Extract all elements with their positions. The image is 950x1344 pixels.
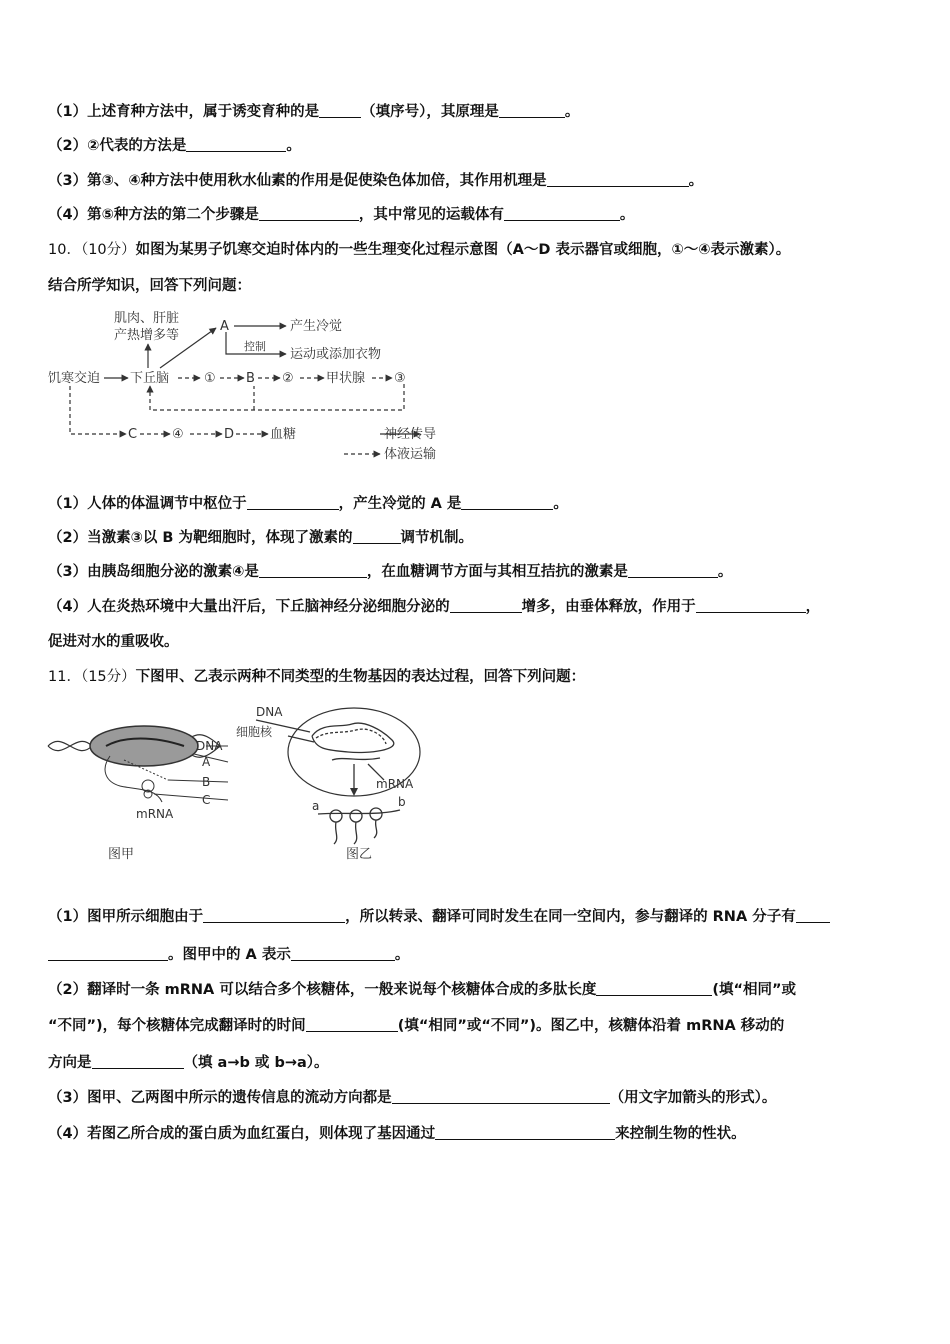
fig1-b-label: B [202, 775, 211, 789]
q10-part3: （3）由胰岛细胞分泌的激素④是 ，在血糖调节方面与其相互拮抗的激素是 。 [48, 564, 733, 580]
q11-part2-cont2: 方向是 （填 a→b 或 b→a）。 [48, 1055, 329, 1071]
fig2-dna-label: DNA [256, 705, 283, 719]
q10-heading-cont: 结合所学知识，回答下列问题： [48, 278, 251, 294]
q10-part2: （2）当激素③以 B 为靶细胞时，体现了激素的 调节机制。 [48, 530, 474, 546]
q10-part4: （4）人在炎热环境中大量出汗后，下丘脑神经分泌细胞分泌的 增多，由垂体释放，作用于 ， [48, 599, 821, 615]
answer-blank[interactable] [48, 946, 168, 961]
q10-part4-cont: 促进对水的重吸收。 [48, 634, 179, 650]
answer-blank[interactable] [504, 206, 620, 221]
answer-blank[interactable] [247, 495, 339, 510]
diagram-start-label: 饥寒交迫 [48, 371, 101, 386]
diagram-node-a: A [220, 319, 229, 334]
q9-part2: （2）②代表的方法是 。 [48, 138, 301, 154]
answer-blank[interactable] [353, 529, 401, 544]
fig2-a-label: a [312, 799, 320, 813]
diagram-node-c: C [128, 427, 138, 442]
q11-part2: （2）翻译时一条 mRNA 可以结合多个核糖体，一般来说每个核糖体合成的多肽长度 (填“相同”或 [48, 982, 797, 998]
diagram-cold-label: 产生冷觉 [290, 319, 343, 334]
answer-blank[interactable] [291, 946, 395, 961]
q11-part2-cont: “不同”)，每个核糖体完成翻译时的时间 (填“相同”或“不同”)。图乙中，核糖体沿着 mRNA 移动的 [48, 1018, 785, 1034]
q10-part1: （1）人体的体温调节中枢位于 ，产生冷觉的 A 是 。 [48, 496, 568, 512]
figure-yi [236, 702, 436, 867]
q10-diagram [44, 308, 464, 468]
diagram-muscle-label: 肌肉、肝脏 [114, 311, 180, 326]
fig2-caption: 图乙 [346, 847, 373, 862]
answer-blank[interactable] [92, 1054, 184, 1069]
fig1-a-label: A [202, 755, 211, 769]
fig1-caption: 图甲 [108, 847, 135, 862]
legend-nerve-label: 神经传导 [384, 427, 437, 442]
fig2-b-label: b [398, 795, 406, 809]
diagram-node-b: B [246, 371, 255, 386]
diagram-hormone-4: ④ [172, 427, 184, 442]
q11-part3: （3）图甲、乙两图中所示的遗传信息的流动方向都是 （用文字加箭头的形式）。 [48, 1090, 777, 1106]
fig1-c-label: C [202, 793, 211, 807]
answer-blank[interactable] [259, 206, 359, 221]
answer-blank[interactable] [450, 598, 522, 613]
answer-blank[interactable] [435, 1125, 615, 1140]
answer-blank[interactable] [696, 598, 806, 613]
q9-part4: （4）第⑤种方法的第二个步骤是 ，其中常见的运载体有 。 [48, 207, 635, 223]
diagram-thyroid: 甲状腺 [326, 371, 366, 386]
q9-part3: （3）第③、④种方法中使用秋水仙素的作用是促使染色体加倍，其作用机理是 。 [48, 173, 704, 189]
answer-blank[interactable] [499, 103, 565, 118]
q11-heading: 11．（15分）下图甲、乙表示两种不同类型的生物基因的表达过程，回答下列问题： [48, 669, 586, 685]
figure-jia [44, 702, 244, 867]
legend-fluid-label: 体液运输 [384, 447, 437, 462]
q11-part4: （4）若图乙所合成的蛋白质为血红蛋白，则体现了基因通过 来控制生物的性状。 [48, 1126, 746, 1142]
answer-blank[interactable] [186, 137, 286, 152]
answer-blank[interactable] [392, 1089, 610, 1104]
diagram-blood-sugar: 血糖 [270, 427, 297, 442]
q10-heading: 10．（10分）如图为某男子饥寒交迫时体内的一些生理变化过程示意图（A～D 表示器官或细胞，①～④表示激素）。 [48, 242, 791, 258]
q9-part1: （1）上述育种方法中，属于诱变育种的是 （填序号），其原理是 。 [48, 104, 580, 120]
diagram-hormone-2: ② [282, 371, 294, 386]
answer-blank[interactable] [259, 563, 367, 578]
answer-blank[interactable] [319, 103, 361, 118]
diagram-hormone-3: ③ [394, 371, 406, 386]
fig1-dna-label: DNA [196, 739, 223, 753]
diagram-muscle-label: 产热增多等 [114, 328, 180, 343]
diagram-node-d: D [224, 427, 235, 442]
answer-blank[interactable] [461, 495, 553, 510]
diagram-hypothalamus: 下丘脑 [130, 371, 170, 386]
fig2-mrna-label: mRNA [376, 777, 414, 791]
q11-part1: （1）图甲所示细胞由于 ，所以转录、翻译可同时发生在同一空间内，参与翻译的 RNA 分子有 [48, 907, 830, 927]
diagram-move-label: 运动或添加衣物 [290, 347, 382, 362]
diagram-control-label: 控制 [244, 340, 266, 353]
diagram-hormone-1: ① [204, 371, 216, 386]
answer-blank[interactable] [596, 981, 712, 996]
answer-blank[interactable] [796, 908, 830, 923]
answer-blank[interactable] [306, 1017, 398, 1032]
answer-blank[interactable] [203, 908, 345, 923]
fig1-mrna-label: mRNA [136, 807, 174, 821]
answer-blank[interactable] [628, 563, 718, 578]
q11-part1-cont: 。图甲中的 A 表示 。 [48, 945, 409, 965]
fig2-nucleus-label: 细胞核 [236, 725, 273, 739]
answer-blank[interactable] [547, 172, 689, 187]
